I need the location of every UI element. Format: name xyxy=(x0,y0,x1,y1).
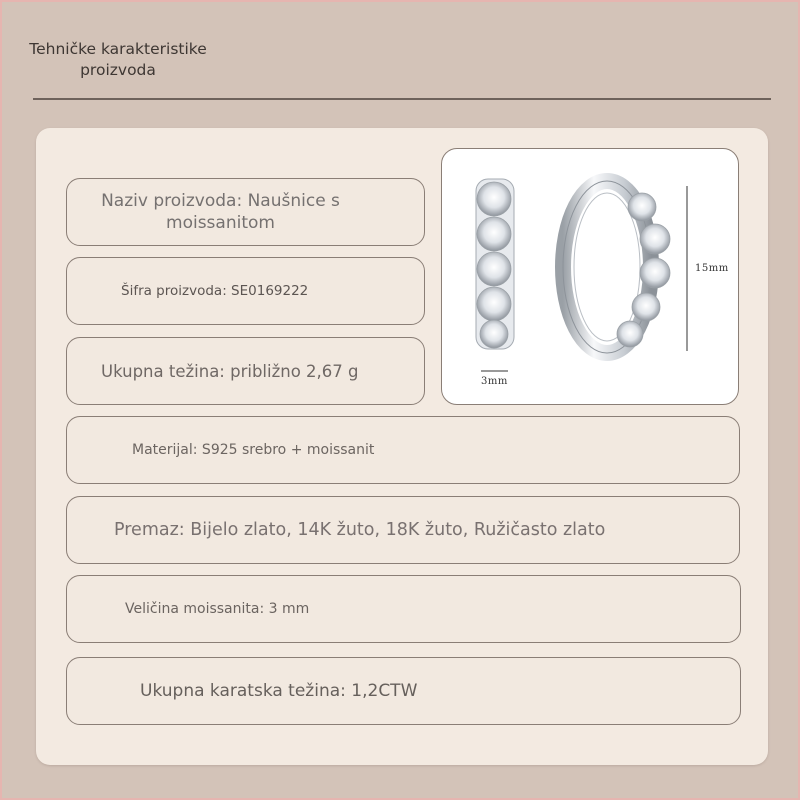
spec-product-name-text: Naziv proizvoda: Naušnice s moissanitom xyxy=(101,191,340,233)
spec-carat-weight-text: Ukupna karatska težina: 1,2CTW xyxy=(140,681,418,701)
spec-material-text: Materijal: S925 srebro + moissanit xyxy=(132,442,375,458)
page-title xyxy=(20,39,216,81)
earring-hoop-view xyxy=(563,181,670,353)
spec-carat-weight xyxy=(66,657,741,725)
spec-plating xyxy=(66,496,740,564)
page-title-line-1: Tehničke karakteristike xyxy=(29,40,207,58)
title-divider xyxy=(33,98,771,100)
earring-side-view xyxy=(476,179,514,349)
spec-total-weight xyxy=(66,337,425,405)
spec-stone-size xyxy=(66,575,741,643)
spec-product-code xyxy=(66,257,425,325)
spec-stone-size-text: Veličina moissanita: 3 mm xyxy=(125,601,310,617)
height-dimension-label: 15mm xyxy=(695,263,729,274)
spec-material xyxy=(66,416,740,484)
spec-product-name xyxy=(66,178,425,246)
spec-total-weight-text: Ukupna težina: približno 2,67 g xyxy=(101,361,359,381)
spec-product-code-text: Šifra proizvoda: SE0169222 xyxy=(121,283,309,299)
spec-plating-text: Premaz: Bijelo zlato, 14K žuto, 18K žuto, Ružičasto zlato xyxy=(114,520,606,540)
earring-illustration xyxy=(442,149,739,405)
width-dimension-label: 3mm xyxy=(481,376,508,387)
page-title-line-2: proizvoda xyxy=(80,61,156,79)
product-image xyxy=(441,148,739,405)
